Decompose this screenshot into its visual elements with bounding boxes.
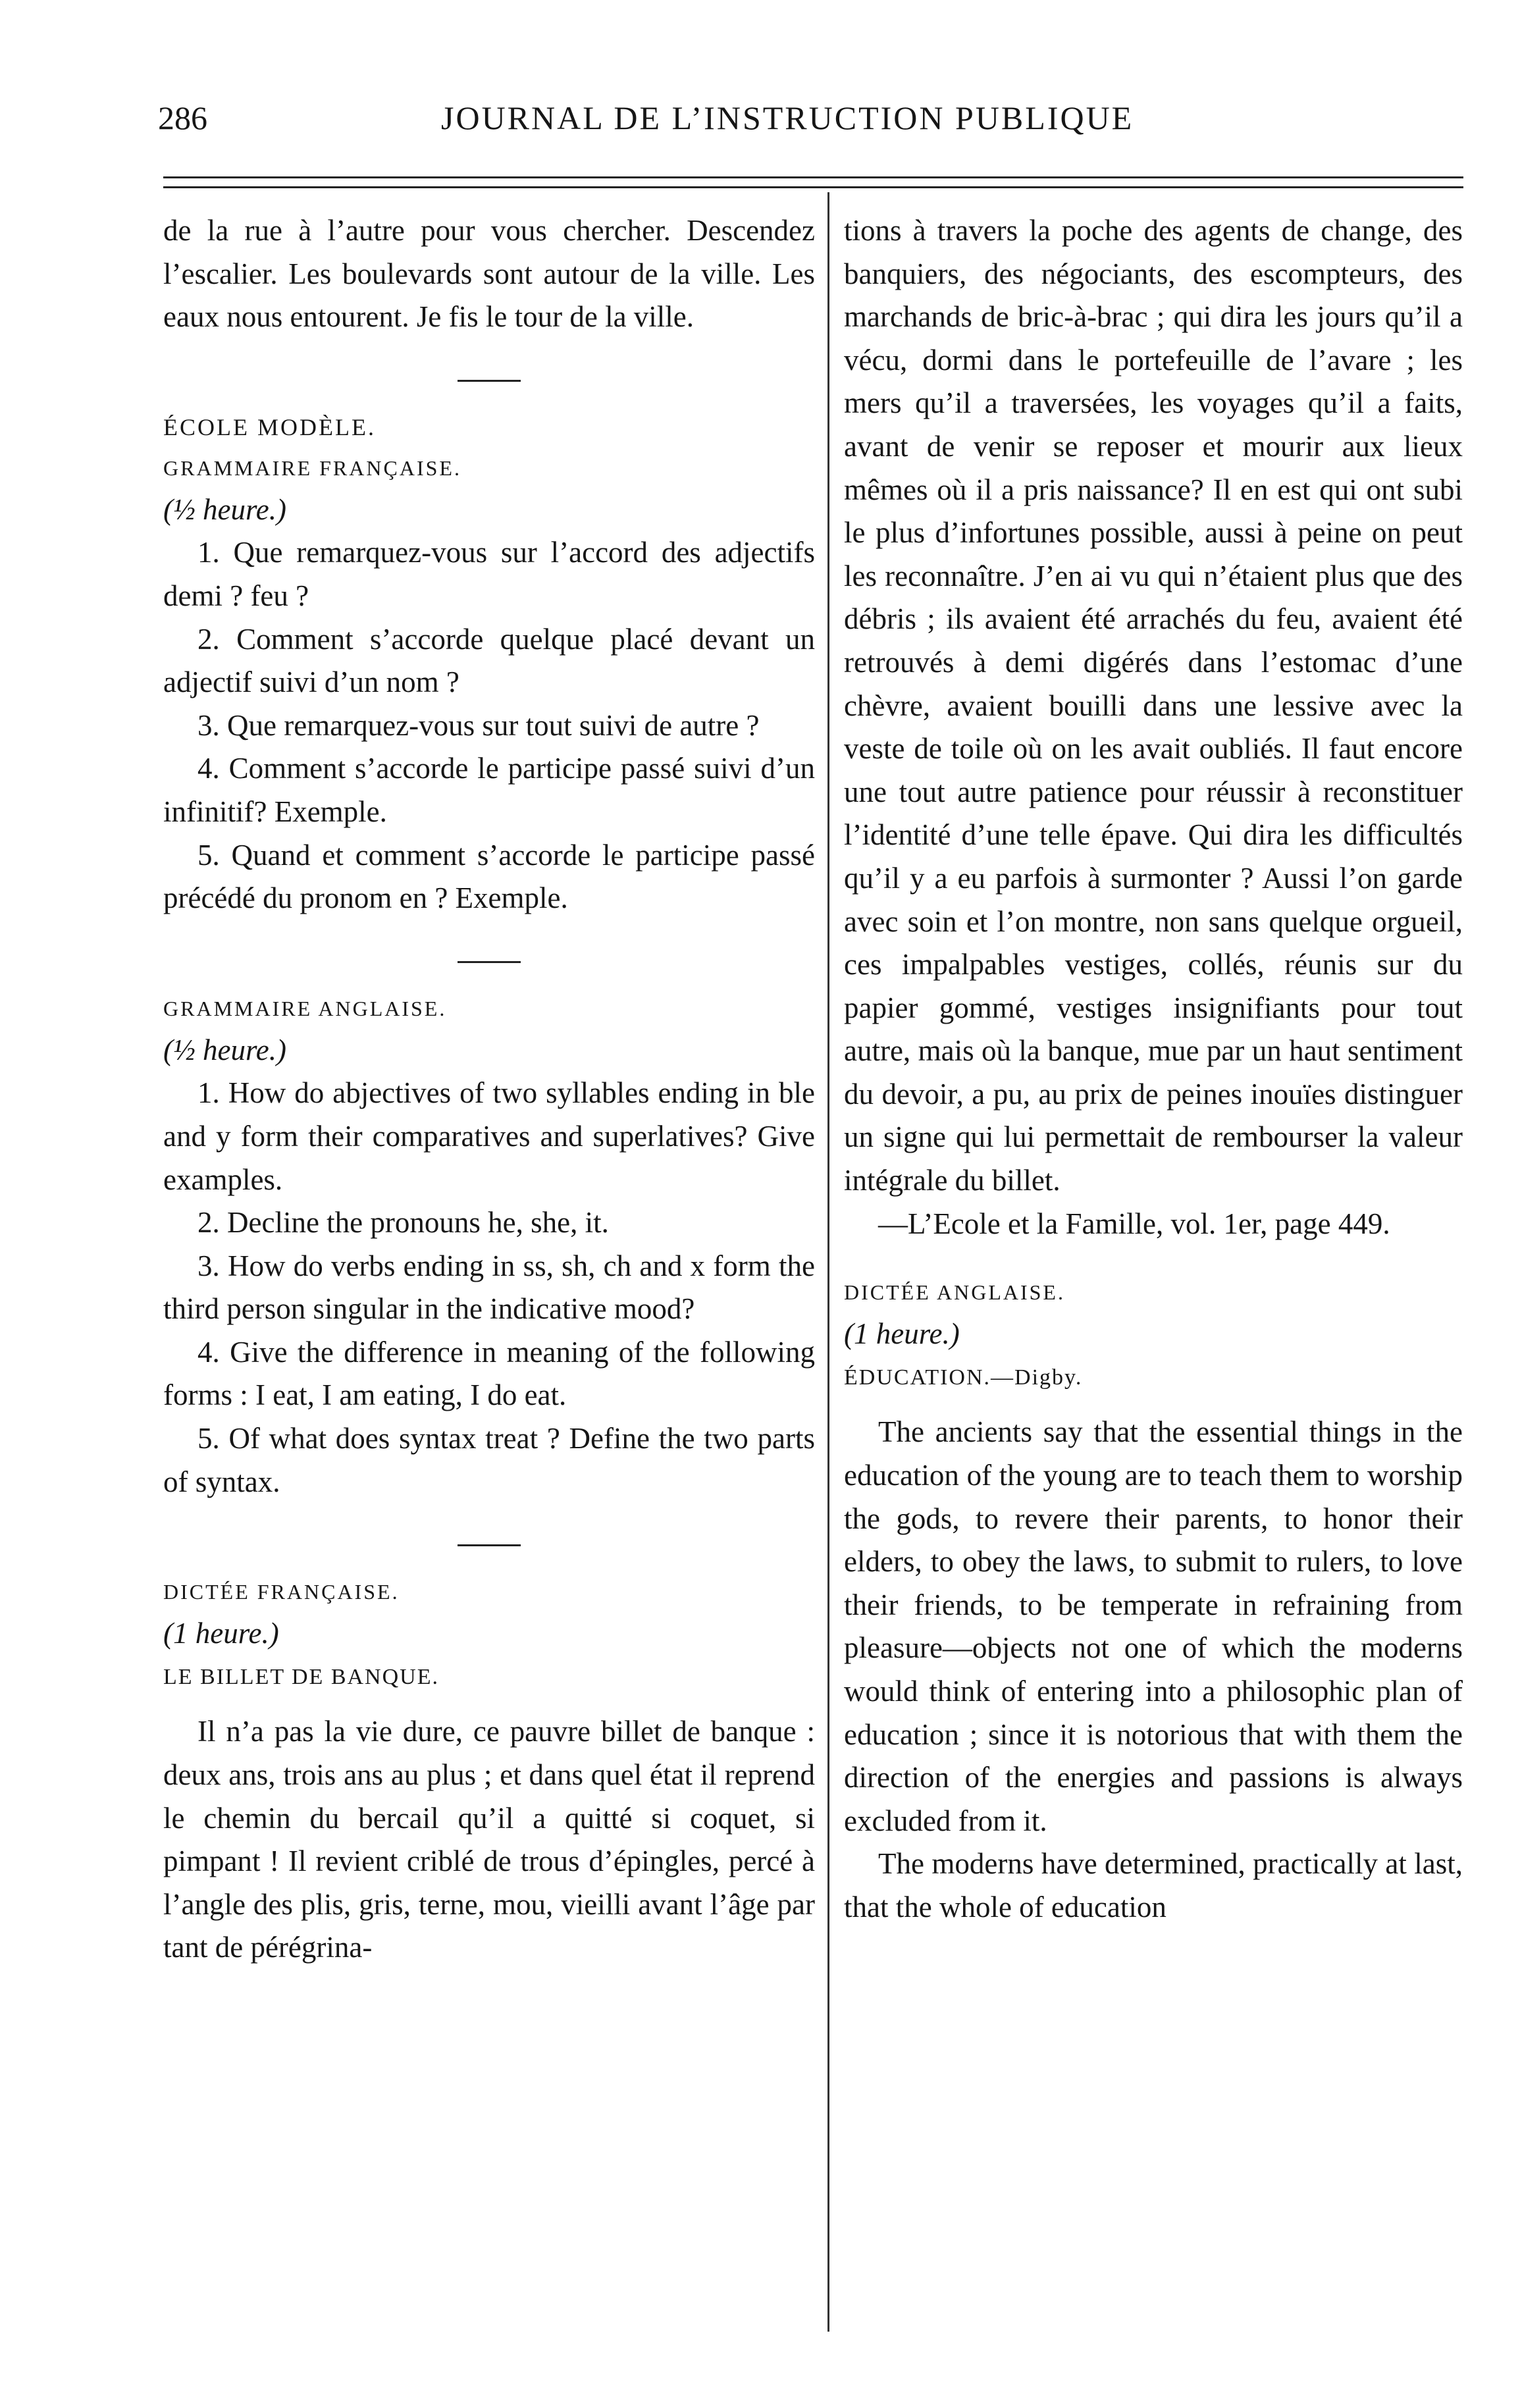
- english-grammar-question: 2. Decline the pronouns he, she, it.: [197, 1206, 609, 1240]
- spacer: [163, 1698, 815, 1710]
- english-grammar-question: 5. Of what does syntax treat ? Define the two parts of syntax.: [163, 1422, 815, 1498]
- page-header: [158, 99, 1461, 145]
- french-grammar-question: 3. Que remarquez-vous sur tout suivi de autre ?: [197, 708, 760, 742]
- english-grammar-question: 4. Give the difference in meaning of the following forms : I eat, I am eating, I do eat.: [163, 1335, 815, 1412]
- english-grammar-duration: (½ heure.): [163, 1033, 287, 1066]
- column-divider: [827, 192, 829, 2332]
- section-separator: [458, 1544, 521, 1546]
- header-rule-double: [163, 186, 1463, 188]
- english-grammar-question: 3. How do verbs ending in ss, sh, ch and x form the third person singular in the indicative mood?: [163, 1249, 815, 1326]
- left-column: [163, 209, 815, 1970]
- french-dictation-title: LE BILLET DE BANQUE.: [163, 1664, 439, 1689]
- french-dictation-text: Il n’a pas la vie dure, ce pauvre billet de banque : deux ans, trois ans au plus ; et dans quel état il reprend le chemin du bercail qu’il a quitté si coquet, si pimpant ! Il revient criblé de trous d’épingles, percé à l’angle des plis, gris, terne, mou, vieilli avant l’âge par tant de pérégrina-: [163, 1715, 815, 1964]
- right-column: [844, 209, 1463, 1929]
- english-dictation-duration: (1 heure.): [844, 1317, 960, 1351]
- intro-text: de la rue à l’autre pour vous chercher. Descendez l’escalier. Les boulevards sont autour de la ville. Les eaux nous entourent. Je fis le tour de la ville.: [163, 214, 815, 334]
- school-heading: ÉCOLE MODÈLE.: [163, 413, 376, 440]
- english-dictation-subtitle: ÉDUCATION.—Digby.: [844, 1365, 1083, 1390]
- english-grammar-question: 1. How do abjectives of two syllables ending in ble and y form their comparatives and superlatives? Give examples.: [163, 1076, 815, 1196]
- english-dictation-paragraph: The moderns have determined, practically at last, that the whole of education: [844, 1847, 1463, 1924]
- english-dictation-heading: DICTÉE ANGLAISE.: [844, 1280, 1065, 1305]
- french-dictation-heading: DICTÉE FRANÇAISE.: [163, 1580, 400, 1604]
- english-dictation-paragraph: The ancients say that the essential things in the education of the young are to teach them to worship the gods, to revere their parents, to honor their elders, to obey the laws, to submit to rulers, to love their friends, to be temperate in refraining from pleasure—objects not one of which the moderns would think of entering into a philosophic plan of education ; since it is notorious that with them the direction of the energies and passions is always excluded from it.: [844, 1415, 1463, 1837]
- spacer: [844, 1399, 1463, 1411]
- section-separator: [458, 961, 521, 963]
- french-dictation-duration: (1 heure.): [163, 1617, 279, 1650]
- spacer: [844, 1245, 1463, 1272]
- section-separator: [458, 380, 521, 382]
- page-number: 286: [158, 99, 207, 136]
- english-grammar-heading: GRAMMAIRE ANGLAISE.: [163, 996, 447, 1020]
- french-grammar-question: 2. Comment s’accorde quelque placé devant un adjectif suivi d’un nom ?: [163, 622, 815, 699]
- french-grammar-heading: GRAMMAIRE FRANÇAISE.: [163, 456, 461, 480]
- header-rule: [163, 176, 1463, 178]
- french-grammar-question: 5. Quand et comment s’accorde le participe passé précédé du pronom en ? Exemple.: [163, 838, 815, 915]
- french-grammar-question: 4. Comment s’accorde le participe passé suivi d’un infinitif? Exemple.: [163, 752, 815, 828]
- french-grammar-question: 1. Que remarquez-vous sur l’accord des adjectifs demi ? feu ?: [163, 536, 815, 612]
- running-title: JOURNAL DE L’INSTRUCTION PUBLIQUE: [441, 99, 1134, 136]
- continued-text: tions à travers la poche des agents de change, des banquiers, des négociants, des escompteurs, des marchands de bric-à-brac ; qui dira les jours qu’il a vécu, dormi dans le portefeuille de l’avare ; les mers qu’il a traversées, les voyages qu’il a faits, avant de venir se reposer et mourir aux lieux mêmes où il a pris naissance? Il en est qui ont subi le plus d’infortunes possible, aussi à peine on peut les reconnaître. J’en ai vu qui n’étaient plus que des débris ; ils avaient été arrachés du feu, avaient été retrouvés à demi digérés dans l’estomac d’une chèvre, avaient bouilli dans une lessive avec la veste de toile où on les avait oubliés. Il faut encore une tout autre patience pour réussir à reconstituer l’identité d’une telle épave. Qui dira les difficultés qu’il y a eu parfois à surmonter ? Aussi l’on garde avec soin et l’on montre, non sans quelque orgueil, ces impalpables vestiges, collés, réunis sur du papier gommé, vestiges insignifiants pour tout autre, mais où la banque, mue par un haut sentiment du devoir, a pu, au prix de peines inouïes distinguer un signe qui lui permettait de rembourser la valeur intégrale du billet.: [844, 214, 1463, 1197]
- french-grammar-duration: (½ heure.): [163, 492, 287, 526]
- citation: —L’Ecole et la Famille, vol. 1er, page 449.: [878, 1207, 1390, 1240]
